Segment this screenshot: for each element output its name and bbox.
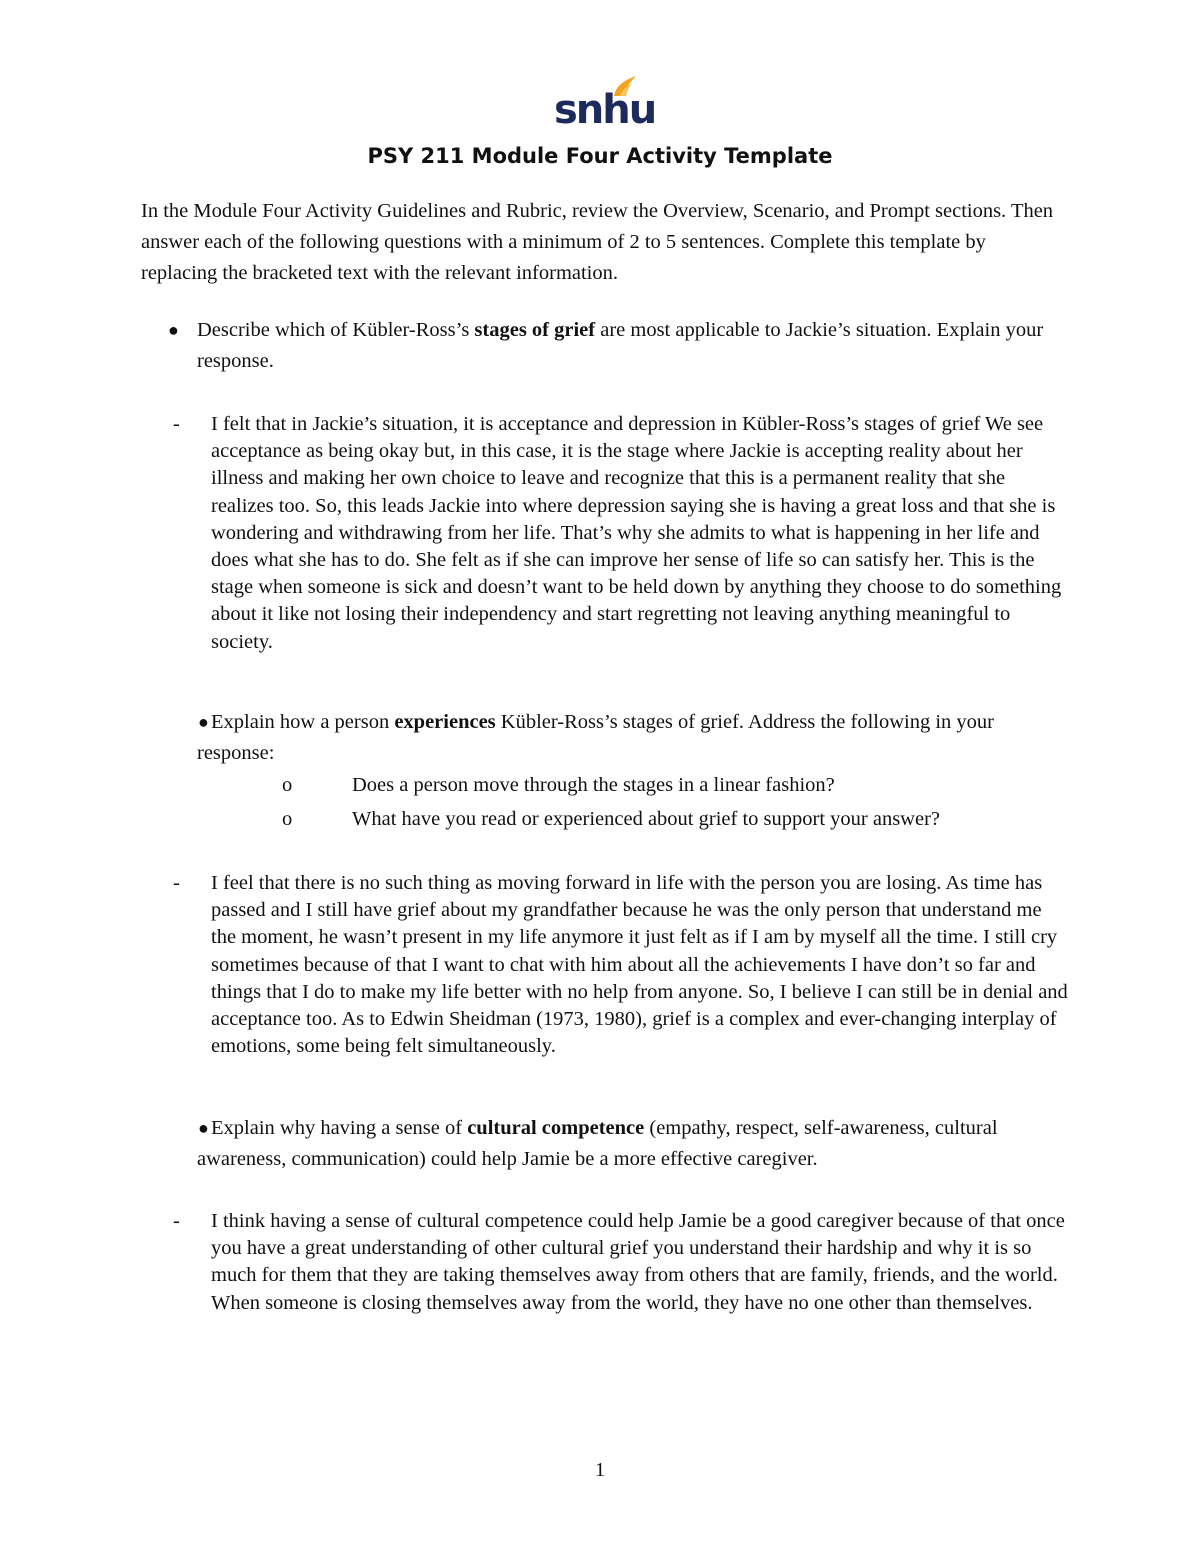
question-3 <box>197 1113 1057 1175</box>
sub-bullet-1: o <box>282 774 293 796</box>
answer-2: I feel that there is no such thing as moving forward in life with the person you are losing. As time has passed and I still have grief about my grandfather because he was the only person that understand me the moment, he wasn’t present in my life anymore it just felt as if I am by myself all the time. I still cry sometimes because of that I want to chat with him about all the achievements I have don’t so far and things that I do to make my life better with no help from anyone. So, I believe I can still be in denial and acceptance too. As to Edwin Sheidman (1973, 1980), grief is a complex and ever-changing interplay of emotions, some being felt simultaneously. <box>211 872 1068 1058</box>
question-2-text: Explain how a person <box>211 711 395 733</box>
question-2 <box>197 707 1057 769</box>
question-1-text-end: are most applicable to Jackie’s situation. Explain your response. <box>197 319 1044 372</box>
intro-paragraph: In the Module Four Activity Guidelines and Rubric, review the Overview, Scenario, and Prompt sections. Then answer each of the following questions with a minimum of 2 to 5 sentences. Complete this template by replacing the bracketed text with the relevant information. <box>141 200 1054 284</box>
answer-3-dash: - <box>173 1210 180 1232</box>
question-2-bold: experiences <box>394 711 496 733</box>
question-3-text-end: (empathy, respect, self-awareness, cultural awareness, communication) could help Jamie be a more effective caregiver. <box>197 1117 998 1170</box>
sub-bullet-2: o <box>282 808 293 830</box>
bullet-2: ● <box>198 712 209 732</box>
question-3-bold: cultural competence <box>467 1117 645 1139</box>
snhu-logo <box>554 72 656 134</box>
answer-1: I felt that in Jackie’s situation, it is acceptance and depression in Kübler-Ross’s stages of grief We see acceptance as being okay but, in this case, it is the stage where Jackie is accepting reality about her illness and making her own choice to leave and recognize that this is a permanent reality that she realizes too. So, this leads Jackie into where depression saying she is having a great loss and that she is wondering and withdrawing from her life. That’s why she admits to what is happening in her life and does what she has to do. She felt as if she can improve her sense of life so can satisfy her. This is the stage when someone is sick and doesn’t want to be held down by anything they choose to do something about it like not losing their independency and start regretting not leaving anything meaningful to society. <box>211 413 1062 653</box>
bullet-3: ● <box>198 1118 209 1138</box>
answer-3: I think having a sense of cultural competence could help Jamie be a good caregiver because of that once you have a great understanding of other cultural grief you understand their hardship and why it is so much for them that they are taking themselves away from others that are family, friends, and the world. When someone is closing themselves away from the world, they have no one other than themselves. <box>211 1210 1065 1314</box>
question-1-text: Describe which of Kübler-Ross’s <box>197 319 475 341</box>
sub-question-2: What have you read or experienced about grief to support your answer? <box>352 808 941 830</box>
page-title: PSY 211 Module Four Activity Template <box>367 144 833 168</box>
question-1 <box>197 315 1057 377</box>
question-1-bold: stages of grief <box>474 319 596 341</box>
page-number: 1 <box>595 1459 605 1481</box>
bullet-1: ● <box>168 320 179 340</box>
question-2-text-end: Kübler-Ross’s stages of grief. Address the following in your response: <box>197 711 995 764</box>
answer-2-dash: - <box>173 872 180 894</box>
answer-1-dash: - <box>173 413 180 435</box>
sub-question-1: Does a person move through the stages in a linear fashion? <box>352 774 835 796</box>
question-3-text: Explain why having a sense of <box>211 1117 468 1139</box>
logo-text: snhu <box>554 87 656 133</box>
